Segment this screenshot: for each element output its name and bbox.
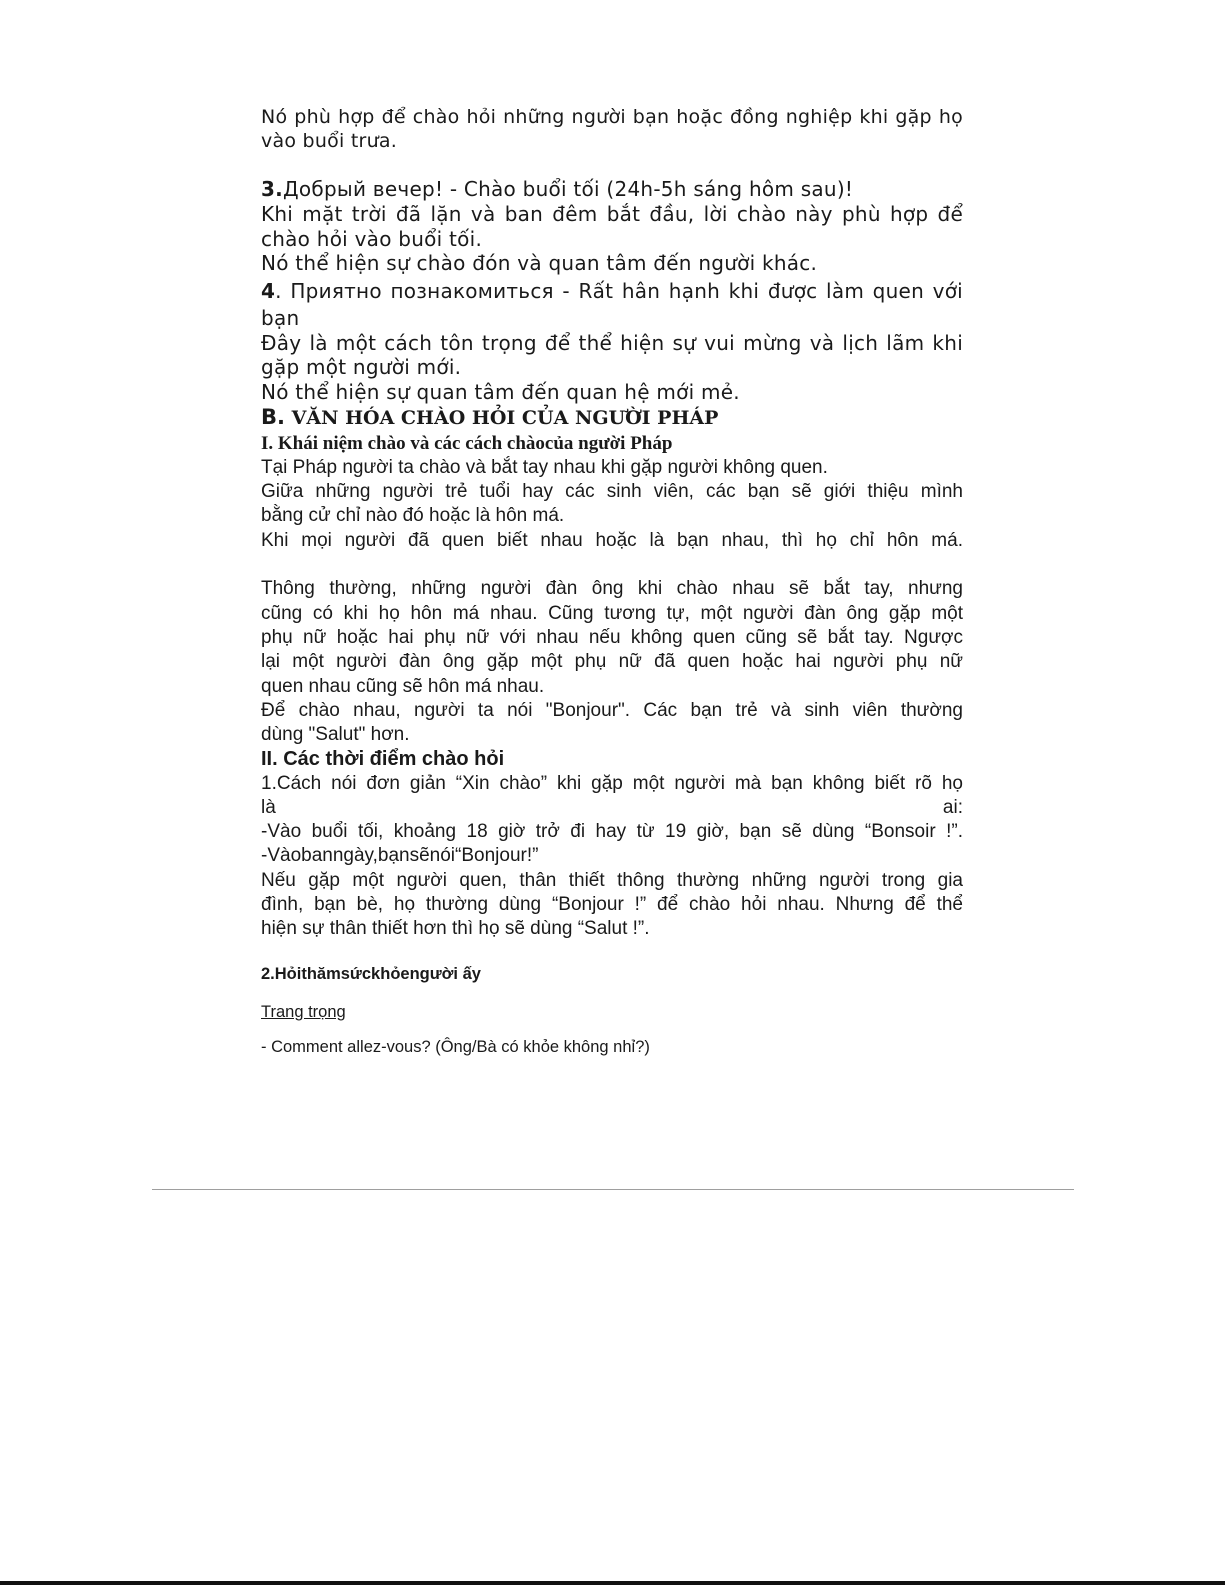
- paragraph-line: Tại Pháp người ta chào và bắt tay nhau khi gặp người không quen.: [261, 457, 828, 478]
- subheading-formal: Trang trọng: [261, 1003, 346, 1021]
- page-divider: [152, 1189, 1074, 1190]
- paragraph-line: hiện sự thân thiết hơn thì họ sẽ dùng “Salut !”.: [261, 918, 650, 939]
- paragraph-line: Khi mặt trời đã lặn và ban đêm bắt đầu, lời chào này phù hợp để: [261, 202, 963, 226]
- paragraph-line: quen nhau cũng sẽ hôn má nhau.: [261, 676, 545, 697]
- paragraph-line: 1.Cách nói đơn giản “Xin chào” khi gặp một người mà bạn không biết rõ họ: [261, 773, 963, 794]
- list-number: 4: [261, 279, 276, 303]
- paragraph-line: vào buổi trưa.: [261, 130, 398, 152]
- section-letter: B.: [261, 405, 285, 429]
- section-heading-b: [261, 405, 963, 429]
- paragraph-line: chào hỏi vào buổi tối.: [261, 227, 483, 251]
- paragraph-line: Thông thường, những người đàn ông khi chào nhau sẽ bắt tay, nhưng: [261, 578, 963, 599]
- paragraph-line: Đây là một cách tôn trọng để thể hiện sự vui mừng và lịch lãm khi: [261, 331, 963, 355]
- heading-ii: II. Các thời điểm chào hỏi: [261, 748, 505, 770]
- paragraph-line: Nó thể hiện sự quan tâm đến quan hệ mới mẻ.: [261, 380, 740, 404]
- paragraph-line: bạn: [261, 306, 300, 330]
- paragraph-line: -Vàobanngày,bạnsẽnói“Bonjour!”: [261, 845, 539, 866]
- paragraph-line: đình, bạn bè, họ thường dùng “Bonjour !” để chào hỏi nhau. Nhưng để thể: [261, 894, 963, 915]
- list-item-text: Добрый вечер! - Chào buổi tối (24h-5h sáng hôm sau)!: [283, 177, 854, 201]
- section-title: VĂN HÓA CHÀO HỎI CỦA NGƯỜI PHÁP: [284, 407, 719, 429]
- paragraph-line: Nếu gặp một người quen, thân thiết thông thường những người trong gia: [261, 870, 963, 891]
- paragraph-line: Nó phù hợp để chào hỏi những người bạn hoặc đồng nghiệp khi gặp họ: [261, 106, 963, 128]
- list-item-text: . Приятно познакомиться - Rất hân hạnh khi được làm quen với: [275, 279, 963, 303]
- paragraph-line: phụ nữ hoặc hai phụ nữ với nhau nếu không quen cũng sẽ bắt tay. Ngược: [261, 627, 963, 648]
- paragraph-line: Giữa những người trẻ tuổi hay các sinh viên, các bạn sẽ giới thiệu mình: [261, 481, 963, 502]
- subheading-health: 2.Hỏithămsứckhỏengười ấy: [261, 965, 481, 983]
- list-number: 3.: [261, 177, 284, 201]
- paragraph-line: dùng "Salut" hơn.: [261, 724, 410, 745]
- line-end-word: ai:: [942, 797, 963, 818]
- paragraph-line: Nó thể hiện sự chào đón và quan tâm đến người khác.: [261, 251, 818, 275]
- paragraph-line: [261, 797, 963, 819]
- list-item-4: [261, 279, 963, 303]
- paragraph-line: -Vào buổi tối, khoảng 18 giờ trở đi hay từ 19 giờ, bạn sẽ dùng “Bonsoir !”.: [261, 821, 963, 842]
- bottom-edge: [0, 1581, 1225, 1585]
- paragraph-line: bằng cử chỉ nào đó hoặc là hôn má.: [261, 505, 565, 526]
- paragraph-line: - Comment allez-vous? (Ông/Bà có khỏe không nhỉ?): [261, 1038, 650, 1056]
- heading-i: I. Khái niệm chào và các cách chàocủa người Pháp: [261, 433, 673, 454]
- paragraph-line: gặp một người mới.: [261, 355, 462, 379]
- line-start-word: là: [261, 797, 276, 818]
- paragraph-line: Để chào nhau, người ta nói "Bonjour". Các bạn trẻ và sinh viên thường: [261, 700, 963, 721]
- list-item-3: [261, 177, 963, 201]
- paragraph-line: lại một người đàn ông gặp một phụ nữ đã quen hoặc hai người phụ nữ: [261, 651, 963, 672]
- paragraph-line: cũng có khi họ hôn má nhau. Cũng tương tự, một người đàn ông gặp một: [261, 603, 963, 624]
- paragraph-line: Khi mọi người đã quen biết nhau hoặc là bạn nhau, thì họ chỉ hôn má.: [261, 530, 963, 551]
